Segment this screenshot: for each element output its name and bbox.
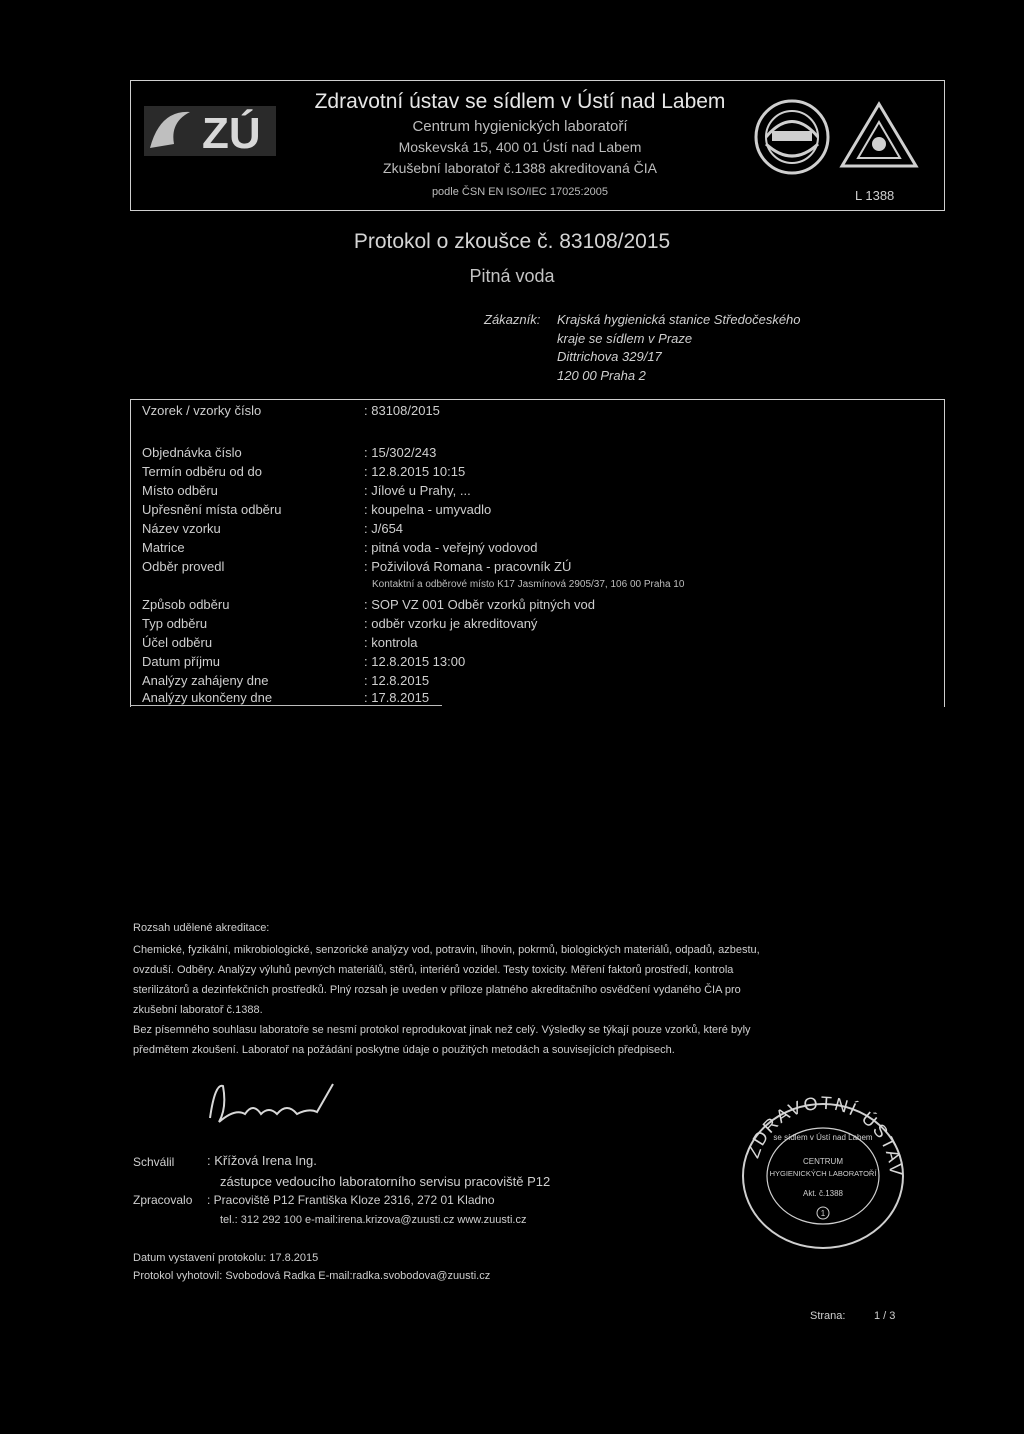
table-row [142, 540, 932, 558]
table-row [142, 483, 932, 501]
disclaimer-line: předmětem zkoušení. Laboratoř na požádání poskytne údaje o použitých metodách a souvisejících předpisech. [133, 1044, 675, 1056]
row-value: : koupelna - umyvadlo [364, 502, 491, 517]
protocol-author: Protokol vyhotovil: Svobodová Radka E-mail:radka.svobodova@zuusti.cz [133, 1270, 491, 1282]
stamp-ring-text: ZDRAVOTNÍ ÚSTAV [742, 1092, 907, 1179]
table-row [142, 559, 932, 577]
table-row [142, 464, 932, 482]
lab-number: L 1388 [855, 188, 895, 203]
customer-label: Zákazník: [484, 312, 541, 327]
center-name: Centrum hygienických laboratoří [412, 118, 628, 135]
row-value: : 17.8.2015 [364, 690, 429, 705]
row-label: Datum příjmu [142, 654, 221, 669]
contact-note: Kontaktní a odběrové místo K17 Jasmínová 2905/37, 106 00 Praha 10 [372, 579, 685, 590]
signature-icon [205, 1078, 340, 1128]
row-label: Vzorek / vzorky číslo [142, 403, 262, 418]
row-value: : Poživilová Romana - pracovník ZÚ [364, 559, 571, 574]
page-label: Strana: [810, 1310, 846, 1322]
table-row [142, 654, 932, 672]
official-stamp-icon [738, 1092, 908, 1252]
table-row [142, 597, 932, 615]
lab-accreditation: Zkušební laboratoř č.1388 akreditovaná ČIA [383, 160, 657, 176]
protocol-title: Protokol o zkoušce č. 83108/2015 [353, 230, 671, 253]
accreditation-label: Rozsah udělené akreditace: [133, 922, 270, 934]
row-label: Způsob odběru [142, 597, 230, 612]
row-value: : 12.8.2015 13:00 [364, 654, 465, 669]
table-row [142, 673, 932, 691]
stamp-num: 1 [820, 1209, 826, 1218]
row-label: Termín odběru od do [142, 464, 262, 479]
zu-logo-icon [140, 98, 280, 160]
row-label: Analýzy zahájeny dne [142, 673, 269, 688]
table-row [142, 616, 932, 634]
accreditation-line: Chemické, fyzikální, mikrobiologické, senzorické analýzy vod, potravin, lihovin, pokrmů, biologických materiálů, odpadů, azbestu, [133, 944, 760, 956]
row-label: Typ odběru [142, 616, 208, 631]
table-row [142, 445, 932, 463]
row-value: : 83108/2015 [364, 403, 440, 418]
table-row [142, 521, 932, 539]
institute-address: Moskevská 15, 400 01 Ústí nad Labem [398, 139, 642, 155]
standard-ref: podle ČSN EN ISO/IEC 17025:2005 [431, 186, 609, 198]
page-number: 1 / 3 [874, 1310, 896, 1322]
customer-line: 120 00 Praha 2 [557, 368, 646, 383]
row-value: : SOP VZ 001 Odběr vzorků pitných vod [364, 597, 595, 612]
row-value: : 12.8.2015 10:15 [364, 464, 465, 479]
customer-line: kraje se sídlem v Praze [557, 331, 693, 346]
processed-value: : Pracoviště P12 Františka Kloze 2316, 272 01 Kladno [207, 1193, 495, 1207]
accreditation-line: sterilizátorů a dezinfekčních prostředků. Plný rozsah je uveden v příloze platného akreditačního osvědčení vydaného ČIA pro [133, 984, 741, 996]
row-value: : Jílové u Prahy, ... [364, 483, 471, 498]
accreditation-triangle-icon [838, 100, 920, 170]
issue-date: Datum vystavení protokolu: 17.8.2015 [133, 1252, 319, 1264]
row-label: Odběr provedl [142, 559, 225, 574]
accreditation-line: zkušební laboratoř č.1388. [133, 1004, 263, 1016]
approved-role: zástupce vedoucího laboratorního servisu pracoviště P12 [220, 1174, 551, 1189]
row-value: : 15/302/243 [364, 445, 436, 460]
processed-label: Zpracovalo [133, 1193, 193, 1207]
stamp-lab: Akt. č.1388 [802, 1189, 844, 1198]
row-label: Upřesnění místa odběru [142, 502, 282, 517]
emblem-seal-icon [752, 96, 832, 178]
stamp-center1: CENTRUM [803, 1157, 843, 1166]
stamp-center2: HYGIENICKÝCH LABORATOŘÍ [769, 1169, 877, 1178]
contact-info: tel.: 312 292 100 e-mail:irena.krizova@zuusti.cz www.zuusti.cz [220, 1214, 527, 1226]
row-label: Název vzorku [142, 521, 221, 536]
customer-line: Dittrichova 329/17 [557, 349, 662, 364]
table-row [142, 635, 932, 653]
row-value: : kontrola [364, 635, 417, 650]
table-row [142, 502, 932, 520]
row-value: : odběr vzorku je akreditovaný [364, 616, 537, 631]
row-label: Objednávka číslo [142, 445, 242, 460]
row-value: : 12.8.2015 [364, 673, 429, 688]
protocol-subtitle: Pitná voda [469, 266, 555, 286]
approved-name: : Křížová Irena Ing. [207, 1153, 317, 1168]
approved-label: Schválil [133, 1155, 175, 1169]
row-value: : J/654 [364, 521, 403, 536]
sample-number-row [142, 403, 932, 421]
disclaimer-line: Bez písemného souhlasu laboratoře se nesmí protokol reprodukovat jinak než celý. Výsledky se týkají pouze vzorků, které byly [133, 1024, 751, 1036]
logo-text: ZÚ [202, 109, 261, 158]
row-label: Účel odběru [142, 635, 213, 650]
header-text [290, 90, 750, 205]
row-label: Matrice [142, 540, 185, 555]
row-label: Místo odběru [142, 483, 218, 498]
row-value: : pitná voda - veřejný vodovod [364, 540, 537, 555]
row-label: Analýzy ukončeny dne [142, 690, 273, 705]
table-bottom-line [130, 705, 442, 706]
institute-name: Zdravotní ústav se sídlem v Ústí nad Labem [314, 90, 726, 113]
stamp-ring2-text: se sídlem v Ústí nad Labem [773, 1133, 873, 1142]
accreditation-line: ovzduší. Odběry. Analýzy výluhů pevných materiálů, stěrů, interiérů vozidel. Testy toxicity. Měření faktorů prostředí, kontrola [133, 964, 734, 976]
customer-line: Krajská hygienická stanice Středočeského [557, 312, 801, 327]
